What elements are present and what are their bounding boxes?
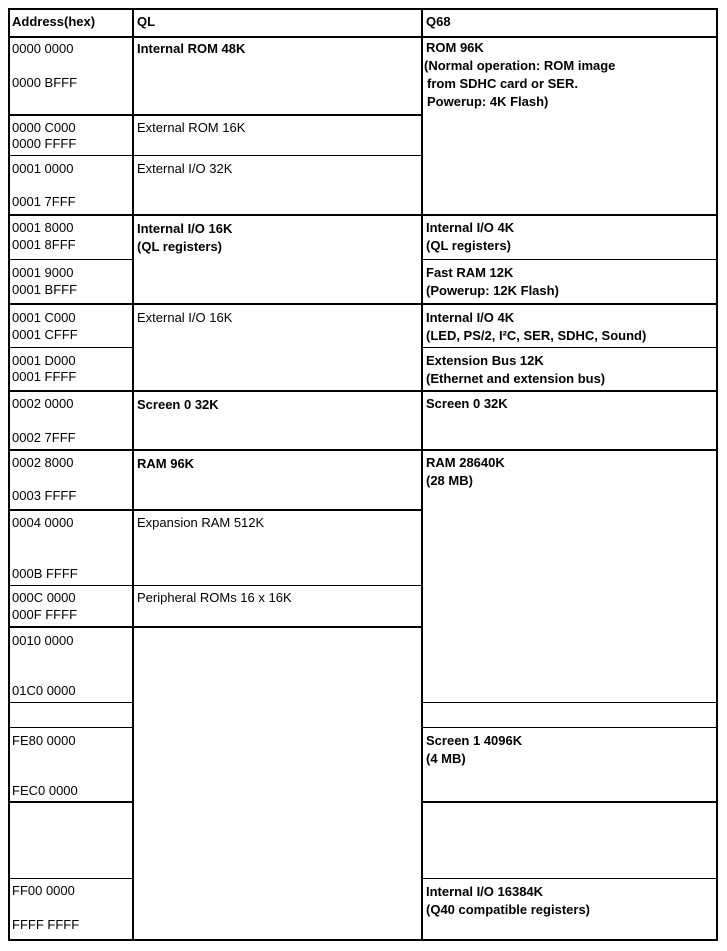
row-divider [8, 509, 422, 511]
address-start: 0000 0000 [12, 41, 74, 56]
q68-fast-ram-note: (Powerup: 12K Flash) [426, 283, 559, 298]
row-divider [8, 390, 718, 392]
address-start: 0001 C000 [12, 310, 76, 325]
row-divider [8, 626, 422, 628]
ql-internal-io: Internal I/O 16K [137, 221, 233, 236]
row-divider [8, 347, 133, 348]
q68-screen0: Screen 0 32K [426, 396, 508, 411]
header-ql: QL [137, 14, 156, 29]
address-start: FF00 0000 [12, 883, 75, 898]
q68-rom-note: (Normal operation: ROM image [424, 58, 616, 73]
address-start: 0001 D000 [12, 353, 76, 368]
row-divider [8, 155, 422, 156]
address-end: FFFF FFFF [12, 917, 80, 932]
address-end: 0001 BFFF [12, 282, 78, 297]
row-divider [8, 702, 133, 703]
address-start: 0001 9000 [12, 265, 74, 280]
ql-ram: RAM 96K [137, 456, 195, 471]
q68-ram: RAM 28640K [426, 455, 505, 470]
ql-expansion-ram: Expansion RAM 512K [137, 515, 265, 530]
q68-fast-ram: Fast RAM 12K [426, 265, 514, 280]
address-start: FE80 0000 [12, 733, 76, 748]
q68-screen1-note: (4 MB) [426, 751, 466, 766]
row-divider [8, 114, 422, 116]
q68-extension-bus: Extension Bus 12K [426, 353, 544, 368]
row-divider [8, 727, 133, 728]
row-divider [421, 259, 718, 260]
address-start: 0002 0000 [12, 396, 74, 411]
row-divider [8, 801, 133, 803]
address-end: 000B FFFF [12, 566, 78, 581]
row-divider [8, 303, 718, 305]
q68-rom: ROM 96K [426, 40, 484, 55]
row-divider [8, 585, 422, 586]
q68-rom-note: from SDHC card or SER. [427, 76, 578, 91]
row-divider [421, 727, 718, 728]
address-start: 0004 0000 [12, 515, 74, 530]
row-divider [421, 801, 718, 803]
table-border-bottom [8, 939, 718, 941]
q68-internal-io-devices-note: (LED, PS/2, I²C, SER, SDHC, Sound) [426, 328, 647, 343]
q68-internal-io-q40-note: (Q40 compatible registers) [426, 902, 590, 917]
address-end: FEC0 0000 [12, 783, 78, 798]
address-end: 0001 FFFF [12, 369, 77, 384]
q68-internal-io-devices: Internal I/O 4K [426, 310, 515, 325]
address-start: 0001 8000 [12, 220, 74, 235]
ql-external-io-32k: External I/O 32K [137, 161, 233, 176]
address-end: 0001 7FFF [12, 194, 76, 209]
ql-external-rom: External ROM 16K [137, 120, 246, 135]
address-end: 0000 BFFF [12, 75, 78, 90]
address-start: 0010 0000 [12, 633, 74, 648]
q68-ram-note: (28 MB) [426, 473, 473, 488]
q68-internal-io-ql: Internal I/O 4K [426, 220, 515, 235]
ql-peripheral-roms: Peripheral ROMs 16 x 16K [137, 590, 292, 605]
q68-internal-io-ql-note: (QL registers) [426, 238, 512, 253]
address-end: 01C0 0000 [12, 683, 76, 698]
row-divider [8, 878, 133, 879]
header-divider [8, 36, 718, 38]
q68-extension-bus-note: (Ethernet and extension bus) [426, 371, 606, 386]
address-end: 0003 FFFF [12, 488, 77, 503]
address-start: 0002 8000 [12, 455, 74, 470]
address-start: 0001 0000 [12, 161, 74, 176]
address-start: 000C 0000 [12, 590, 76, 605]
address-end: 0001 CFFF [12, 327, 78, 342]
ql-screen0: Screen 0 32K [137, 397, 219, 412]
ql-internal-rom: Internal ROM 48K [137, 41, 246, 56]
address-start: 0000 C000 [12, 120, 76, 135]
header-q68: Q68 [426, 14, 451, 29]
ql-internal-io-note: (QL registers) [137, 239, 223, 254]
row-divider [8, 214, 718, 216]
q68-rom-note: Powerup: 4K Flash) [427, 94, 549, 109]
address-end: 0000 FFFF [12, 136, 77, 151]
q68-internal-io-q40: Internal I/O 16384K [426, 884, 544, 899]
row-divider [8, 259, 133, 260]
row-divider [421, 347, 718, 348]
row-divider [8, 449, 718, 451]
q68-screen1: Screen 1 4096K [426, 733, 523, 748]
ql-external-io-16k: External I/O 16K [137, 310, 233, 325]
header-address: Address(hex) [12, 14, 96, 29]
table-border-top [8, 8, 718, 10]
row-divider [421, 702, 718, 703]
address-end: 0002 7FFF [12, 430, 76, 445]
row-divider [421, 878, 718, 879]
address-end: 0001 8FFF [12, 237, 76, 252]
address-end: 000F FFFF [12, 607, 78, 622]
